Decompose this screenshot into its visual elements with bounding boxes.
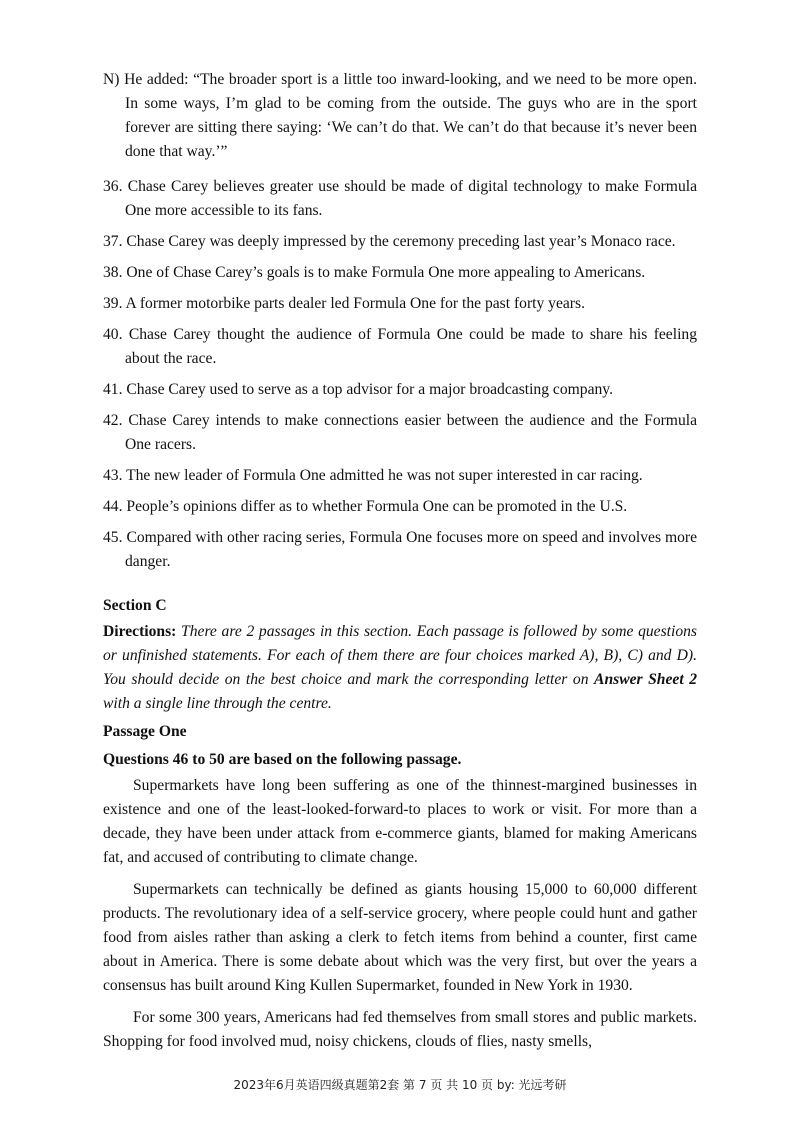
statement-39: 39. A former motorbike parts dealer led Formula One for the past forty years. bbox=[103, 295, 585, 312]
answer-sheet: Answer Sheet 2 bbox=[594, 671, 697, 688]
directions-label: Directions: bbox=[103, 623, 177, 640]
statement-list bbox=[103, 175, 697, 574]
directions-text: There are 2 passages in this section. Each passage is followed by some questions or unfinished statements. For each of them there are four choices marked A), B), C) and D). You should decide on the best choice and mark the corresponding letter on bbox=[103, 623, 697, 688]
statement-44: 44. People’s opinions differ as to whether Formula One can be promoted in the U.S. bbox=[103, 498, 628, 515]
questions-note: Questions 46 to 50 are based on the following passage. bbox=[103, 751, 462, 768]
passage-paragraph: Supermarkets have long been suffering as one of the thinnest-margined businesses in existence and one of the least-looked-forward-to places to work or visit. For more than a decade, they have been under attack from e-commerce giants, blamed for making Americans fat, and accused of contributing to climate change. bbox=[103, 777, 697, 866]
statement-43: 43. The new leader of Formula One admitted he was not super interested in car racing. bbox=[103, 467, 643, 484]
statement-41: 41. Chase Carey used to serve as a top advisor for a major broadcasting company. bbox=[103, 381, 613, 398]
section-title: Section C bbox=[103, 597, 167, 614]
passage-title: Passage One bbox=[103, 723, 187, 740]
page-footer: 2023年6月英语四级真题第2套 第 7 页 共 10 页 by: 光远考研 bbox=[233, 1078, 567, 1092]
paragraph-label: N) bbox=[103, 71, 120, 88]
statement-37: 37. Chase Carey was deeply impressed by the ceremony preceding last year’s Monaco race. bbox=[103, 233, 676, 250]
statement-45: 45. Compared with other racing series, Formula One focuses more on speed and involves more danger. bbox=[103, 529, 697, 570]
directions-end: with a single line through the centre. bbox=[103, 695, 332, 712]
directions bbox=[103, 620, 697, 716]
passage-paragraph: Supermarkets can technically be defined as giants housing 15,000 to 60,000 different products. The revolutionary idea of a self-service grocery, where people could hunt and gather food from aisles rather than asking a clerk to fetch items from behind a counter, first came about in America. There is some debate about which was the very first, but over the years a consensus has built around King Kullen Supermarket, founded in New York in 1930. bbox=[103, 881, 697, 994]
paragraph-text: He added: “The broader sport is a little too inward-looking, and we need to be more open. In some ways, I’m glad to be coming from the outside. The guys who are in the sport forever are sitting there saying: ‘We can’t do that. We can’t do that because it’s never been done that way.’” bbox=[124, 71, 698, 160]
paragraph-n bbox=[103, 68, 697, 164]
document-page bbox=[103, 68, 697, 1062]
statement-38: 38. One of Chase Carey’s goals is to make Formula One more appealing to Americans. bbox=[103, 264, 646, 281]
statement-40: 40. Chase Carey thought the audience of Formula One could be made to share his feeling about the race. bbox=[103, 326, 697, 367]
statement-42: 42. Chase Carey intends to make connections easier between the audience and the Formula One racers. bbox=[103, 412, 697, 453]
statement-36: 36. Chase Carey believes greater use should be made of digital technology to make Formula One more accessible to its fans. bbox=[103, 178, 697, 219]
passage-paragraph: For some 300 years, Americans had fed themselves from small stores and public markets. Shopping for food involved mud, noisy chickens, clouds of flies, nasty smells, bbox=[103, 1009, 697, 1050]
